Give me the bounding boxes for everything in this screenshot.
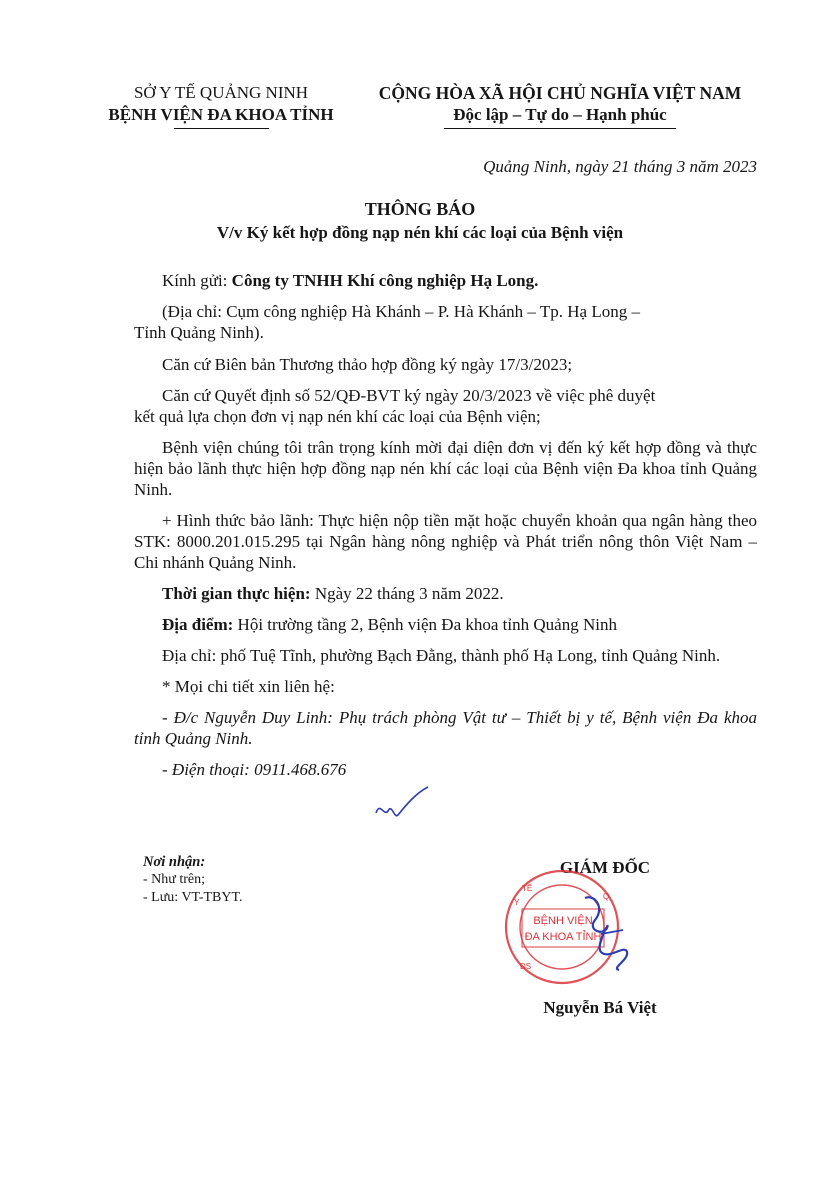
venue-label: Địa điểm: [162,615,234,634]
contact-intro: * Mọi chi tiết xin liên hệ: [162,677,335,696]
decision-line1: Căn cứ Quyết định số 52/QĐ-BVT ký ngày 20/3/2023 về việc phê duyệt [162,386,656,405]
stamp-line1: BỆNH VIỆN [533,915,593,927]
issuer-underline [174,128,269,129]
contact-person-rest: Đa khoa tỉnh Quảng Ninh. [134,708,757,748]
invitation-rest: đồng và thực hiện bảo lãnh thực hiện hợp đồng nạp nén khí các loại của Bệnh viện Đa khoa tỉnh Quảng Ninh. [134,438,758,499]
document-title: THÔNG BÁO [364,199,476,219]
addressee-label: Kính gửi: [162,271,232,290]
schedule-value: Ngày 22 tháng 3 năm 2022. [310,584,504,603]
svg-text:TẾ: TẾ [522,884,533,893]
basis-decision [134,385,757,427]
national-heading [360,82,760,129]
contact-person [134,707,757,749]
addressee-address [134,301,757,343]
decision-line2: kết quả lựa chọn đơn vị nạp nén khí các loại của Bệnh viện; [134,407,541,426]
document-body [134,270,758,790]
issuer-parent: SỞ Y TẾ QUẢNG NINH [133,83,309,102]
document-subject: V/v Ký kết hợp đồng nạp nén khí các loại của Bệnh viện [216,223,624,242]
stamp-line2: ĐA KHOA TỈNH [524,931,602,943]
address-line2: Tỉnh Quảng Ninh). [134,323,264,342]
svg-text:Q: Q [603,892,610,901]
issue-date: Quảng Ninh, ngày 21 tháng 3 năm 2023 [483,157,757,176]
addressee-name: Công ty TNHH Khí công nghiệp Hạ Long. [231,271,539,290]
motto-underline [444,128,676,129]
venue-value: Hội trường tầng 2, Bệnh viện Đa khoa tỉnh Quảng Ninh [233,615,617,634]
initial-mark [372,783,432,828]
svg-text:Y: Y [514,898,520,907]
issuer-block [92,82,350,129]
invitation-line1: Bệnh viện chúng tôi trân trọng kính mời đại diện đơn vị đến ký kết hợp [162,438,662,457]
recipients-block [143,853,393,907]
venue-address-line1: Địa chỉ: phố Tuệ Tĩnh, phường Bạch Đằng, thành phố Hạ Long, tỉnh [162,646,628,665]
contact-person-line1: - Đ/c Nguyễn Duy Linh: Phụ trách phòng Vật tư – Thiết bị y tế, Bệnh viện [162,708,692,727]
guarantee-paragraph [134,510,757,573]
recipients-heading: Nơi nhận: [143,854,206,870]
schedule-label: Thời gian thực hiện: [162,584,311,603]
signer-name: Nguyễn Bá Việt [543,998,657,1017]
national-name: CỘNG HÒA XÃ HỘI CHỦ NGHĨA VIỆT NAM [378,83,742,103]
venue-address [134,645,757,666]
address-line1: (Địa chỉ: Cụm công nghiệp Hà Khánh – P. Hà Khánh – Tp. Hạ Long – [162,302,640,321]
schedule-line [162,583,757,604]
recipient-item: - Như trên; [143,872,206,887]
svg-text:ĐS: ĐS [520,962,532,971]
addressee-line [162,270,757,291]
invitation-paragraph [134,437,757,500]
basis-minutes: Căn cứ Biên bản Thương thảo hợp đồng ký ngày 17/3/2023; [162,355,573,374]
guarantee-rest: hàng theo STK: 8000.201.015.295 tại Ngân hàng nông nghiệp và Phát triển nông thôn Việt Nam – Chi nhánh Quảng Ninh. [134,511,757,572]
recipient-item: - Lưu: VT-TBYT. [143,890,243,905]
issuer-name: BỆNH VIỆN ĐA KHOA TỈNH [108,105,334,124]
contact-phone: - Điện thoại: 0911.468.676 [162,760,347,779]
venue-line [162,614,757,635]
director-signature [565,890,645,980]
venue-address-rest: Quảng Ninh. [632,646,721,665]
national-motto: Độc lập – Tự do – Hạnh phúc [453,105,667,124]
guarantee-line1: + Hình thức bảo lãnh: Thực hiện nộp tiền mặt hoặc chuyển khoản qua ngân [162,511,685,530]
signer-role: GIÁM ĐỐC [559,858,651,877]
